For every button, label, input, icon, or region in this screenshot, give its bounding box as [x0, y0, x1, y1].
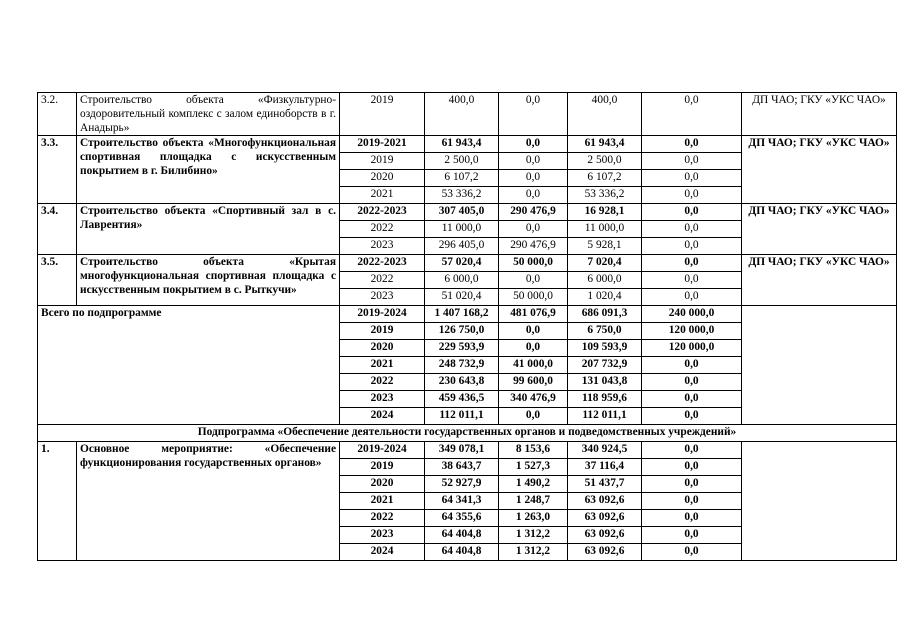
other-cell: 0,0 [642, 272, 742, 289]
year-cell: 2019 [340, 459, 425, 476]
total-cell: 52 927,9 [425, 476, 499, 493]
federal-cell: 1 490,2 [499, 476, 568, 493]
year-cell: 2022-2023 [340, 255, 425, 272]
total-cell: 229 593,9 [425, 340, 499, 357]
activity-name: Строительство объекта «Спортивный зал в с. Лаврентия» [77, 204, 340, 255]
total-cell: 230 643,8 [425, 374, 499, 391]
row-number: 3.2. [38, 93, 77, 136]
total-cell: 64 404,8 [425, 527, 499, 544]
total-cell: 307 405,0 [425, 204, 499, 221]
other-cell: 0,0 [642, 93, 742, 136]
federal-cell: 340 476,9 [499, 391, 568, 408]
other-cell: 120 000,0 [642, 323, 742, 340]
other-cell: 0,0 [642, 221, 742, 238]
other-cell: 0,0 [642, 170, 742, 187]
total-cell: 53 336,2 [425, 187, 499, 204]
table-row [38, 442, 897, 459]
year-cell: 2022 [340, 510, 425, 527]
regional-cell: 131 043,8 [568, 374, 642, 391]
budget-table [37, 92, 897, 561]
year-cell: 2020 [340, 170, 425, 187]
other-cell: 0,0 [642, 153, 742, 170]
year-cell: 2023 [340, 289, 425, 306]
other-cell: 0,0 [642, 255, 742, 272]
total-cell: 51 020,4 [425, 289, 499, 306]
regional-cell: 63 092,6 [568, 544, 642, 561]
table-row [38, 255, 897, 272]
total-cell: 38 643,7 [425, 459, 499, 476]
regional-cell: 6 107,2 [568, 170, 642, 187]
year-cell: 2023 [340, 391, 425, 408]
regional-cell: 63 092,6 [568, 510, 642, 527]
federal-cell: 1 263,0 [499, 510, 568, 527]
table-row [38, 136, 897, 153]
year-cell: 2019 [340, 323, 425, 340]
federal-cell: 481 076,9 [499, 306, 568, 323]
year-cell: 2022 [340, 272, 425, 289]
federal-cell: 1 312,2 [499, 544, 568, 561]
responsible-executor [742, 442, 897, 561]
activity-name: Строительство объекта «Физкультурно-оздоровительный комплекс с залом единоборств в г. Анадырь» [77, 93, 340, 136]
total-cell: 64 341,3 [425, 493, 499, 510]
responsible-executor: ДП ЧАО; ГКУ «УКС ЧАО» [742, 204, 897, 255]
other-cell: 0,0 [642, 544, 742, 561]
total-cell: 126 750,0 [425, 323, 499, 340]
total-cell: 6 107,2 [425, 170, 499, 187]
federal-cell: 0,0 [499, 340, 568, 357]
other-cell: 0,0 [642, 459, 742, 476]
total-label: Всего по подпрограмме [38, 306, 340, 425]
regional-cell: 16 928,1 [568, 204, 642, 221]
federal-cell: 0,0 [499, 93, 568, 136]
other-cell: 0,0 [642, 289, 742, 306]
federal-cell: 50 000,0 [499, 255, 568, 272]
responsible-executor: ДП ЧАО; ГКУ «УКС ЧАО» [742, 93, 897, 136]
year-cell: 2024 [340, 408, 425, 425]
total-cell: 459 436,5 [425, 391, 499, 408]
regional-cell: 61 943,4 [568, 136, 642, 153]
other-cell: 0,0 [642, 493, 742, 510]
year-cell: 2022-2023 [340, 204, 425, 221]
row-number: 3.4. [38, 204, 77, 255]
total-cell: 64 355,6 [425, 510, 499, 527]
regional-cell: 118 959,6 [568, 391, 642, 408]
other-cell: 0,0 [642, 510, 742, 527]
subprogram-title: Подпрограмма «Обеспечение деятельности государственных органов и подведомственных учреждений» [38, 425, 897, 442]
other-cell: 0,0 [642, 374, 742, 391]
total-cell: 11 000,0 [425, 221, 499, 238]
total-cell: 248 732,9 [425, 357, 499, 374]
federal-cell: 290 476,9 [499, 204, 568, 221]
other-cell: 0,0 [642, 238, 742, 255]
regional-cell: 2 500,0 [568, 153, 642, 170]
row-number: 3.5. [38, 255, 77, 306]
regional-cell: 686 091,3 [568, 306, 642, 323]
table-body [38, 93, 897, 561]
other-cell: 0,0 [642, 357, 742, 374]
regional-cell: 340 924,5 [568, 442, 642, 459]
federal-cell: 0,0 [499, 136, 568, 153]
regional-cell: 400,0 [568, 93, 642, 136]
year-cell: 2021 [340, 493, 425, 510]
regional-cell: 53 336,2 [568, 187, 642, 204]
federal-cell: 0,0 [499, 408, 568, 425]
federal-cell: 1 312,2 [499, 527, 568, 544]
regional-cell: 1 020,4 [568, 289, 642, 306]
other-cell: 0,0 [642, 187, 742, 204]
year-cell: 2023 [340, 238, 425, 255]
year-cell: 2020 [340, 476, 425, 493]
federal-cell: 50 000,0 [499, 289, 568, 306]
regional-cell: 63 092,6 [568, 527, 642, 544]
regional-cell: 109 593,9 [568, 340, 642, 357]
federal-cell: 0,0 [499, 170, 568, 187]
total-cell: 2 500,0 [425, 153, 499, 170]
other-cell: 0,0 [642, 204, 742, 221]
other-cell: 240 000,0 [642, 306, 742, 323]
regional-cell: 7 020,4 [568, 255, 642, 272]
subprogram-row [38, 425, 897, 442]
federal-cell: 1 248,7 [499, 493, 568, 510]
activity-name: Строительство объекта «Крытая многофункциональная спортивная площадка с искусственным покрытием в с. Рыткучи» [77, 255, 340, 306]
total-cell: 400,0 [425, 93, 499, 136]
year-cell: 2020 [340, 340, 425, 357]
total-cell: 112 011,1 [425, 408, 499, 425]
year-cell: 2024 [340, 544, 425, 561]
year-cell: 2023 [340, 527, 425, 544]
federal-cell: 0,0 [499, 153, 568, 170]
federal-cell: 8 153,6 [499, 442, 568, 459]
row-number: 3.3. [38, 136, 77, 204]
activity-name: Строительство объекта «Многофункциональная спортивная площадка с искусственным покрытием в г. Билибино» [77, 136, 340, 204]
year-cell: 2021 [340, 357, 425, 374]
total-cell: 296 405,0 [425, 238, 499, 255]
federal-cell: 99 600,0 [499, 374, 568, 391]
table-row [38, 204, 897, 221]
total-cell: 64 404,8 [425, 544, 499, 561]
row-number: 1. [38, 442, 77, 561]
regional-cell: 207 732,9 [568, 357, 642, 374]
year-cell: 2019-2024 [340, 306, 425, 323]
year-cell: 2019-2021 [340, 136, 425, 153]
year-cell: 2022 [340, 221, 425, 238]
total-cell: 6 000,0 [425, 272, 499, 289]
year-cell: 2019 [340, 153, 425, 170]
year-cell: 2019-2024 [340, 442, 425, 459]
federal-cell: 0,0 [499, 187, 568, 204]
total-cell: 57 020,4 [425, 255, 499, 272]
table-row [38, 93, 897, 136]
total-cell: 61 943,4 [425, 136, 499, 153]
regional-cell: 5 928,1 [568, 238, 642, 255]
regional-cell: 6 000,0 [568, 272, 642, 289]
regional-cell: 112 011,1 [568, 408, 642, 425]
regional-cell: 6 750,0 [568, 323, 642, 340]
regional-cell: 37 116,4 [568, 459, 642, 476]
responsible-executor: ДП ЧАО; ГКУ «УКС ЧАО» [742, 255, 897, 306]
other-cell: 0,0 [642, 408, 742, 425]
regional-cell: 63 092,6 [568, 493, 642, 510]
year-cell: 2019 [340, 93, 425, 136]
regional-cell: 11 000,0 [568, 221, 642, 238]
year-cell: 2022 [340, 374, 425, 391]
total-cell: 1 407 168,2 [425, 306, 499, 323]
other-cell: 0,0 [642, 527, 742, 544]
year-cell: 2021 [340, 187, 425, 204]
total-cell: 349 078,1 [425, 442, 499, 459]
regional-cell: 51 437,7 [568, 476, 642, 493]
other-cell: 0,0 [642, 391, 742, 408]
other-cell: 0,0 [642, 476, 742, 493]
other-cell: 120 000,0 [642, 340, 742, 357]
other-cell: 0,0 [642, 136, 742, 153]
federal-cell: 0,0 [499, 272, 568, 289]
federal-cell: 41 000,0 [499, 357, 568, 374]
responsible-executor: ДП ЧАО; ГКУ «УКС ЧАО» [742, 136, 897, 204]
federal-cell: 1 527,3 [499, 459, 568, 476]
responsible-executor [742, 306, 897, 425]
federal-cell: 0,0 [499, 323, 568, 340]
federal-cell: 0,0 [499, 221, 568, 238]
total-row [38, 306, 897, 323]
other-cell: 0,0 [642, 442, 742, 459]
federal-cell: 290 476,9 [499, 238, 568, 255]
activity-name: Основное мероприятие: «Обеспечение функционирования государственных органов» [77, 442, 340, 561]
